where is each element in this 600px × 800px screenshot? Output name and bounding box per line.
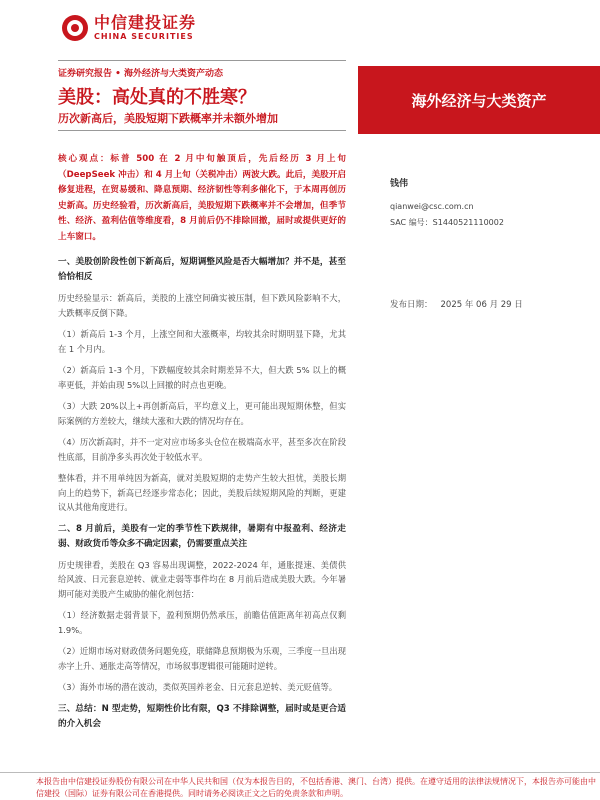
analyst-name: 钱伟 bbox=[390, 179, 409, 189]
company-logo bbox=[62, 10, 196, 46]
logo-cn-text: 中信建投证券 bbox=[94, 13, 197, 32]
analyst-email[interactable]: qianwei@csc.com.cn bbox=[390, 202, 474, 211]
core-view: 核心观点：标普 500 在 2 月中旬触顶后，先后经历 3 月上旬（DeepSeek 冲击）和 4 月上旬（关税冲击）两波大跌。此后，美股开启修复进程，在贸易缓和、降息预期、经济韧性等利多催化下，于本周再创历史新高。历史经验看，历次新高后，美股短期下跌概率并不会增加，但季节性、经济、盈利估值等维度看，8 月前后仍不排除回撤，届时或提供更好的上车窗口。 bbox=[58, 154, 346, 242]
title-divider bbox=[58, 130, 346, 131]
analyst-sac-number: SAC 编号：S1440521110002 bbox=[390, 218, 504, 227]
page-title: 美股：高处真的不胜寒？ bbox=[58, 87, 256, 108]
paragraph: （2）新高后 1-3 个月，下跌幅度较其余时期差异不大，但大跌 5% 以上的概率更低，并始由现 5%以上回撤的时点也更晚。 bbox=[58, 365, 346, 390]
logo-mark-icon bbox=[62, 15, 88, 41]
paragraph: 历史规律看，美股在 Q3 容易出现调整，2022-2024 年，通胀提速、美债供给风波、日元套息逆转、就业走弱等事件均在 8 月前后造成美股大跌。今年暑期可能对美股产生威胁的催化剂包括： bbox=[58, 559, 346, 599]
section-title: 二、8 月前后，美股有一定的季节性下跌规律，暑期有中报盈利、经济走弱、财政货币等众多不确定因素，仍需要重点关注 bbox=[58, 523, 346, 549]
section-title: 一、美股创阶段性创下新高后，短期调整风险是否大幅增加？并不是，甚至恰恰相反 bbox=[58, 257, 346, 282]
section-banner: 海外经济与大类资产 bbox=[358, 66, 600, 134]
paragraph: （3）大跌 20%以上+再创新高后，平均意义上，更可能出现短期休整，但实际案例的方差较大，继续大涨和大跌的情况均存在。 bbox=[58, 401, 346, 426]
analyst-info bbox=[390, 176, 590, 231]
section-title: 三、总结：N 型走势，短期性价比有限，Q3 不排除调整，届时或是更合适的介入机会 bbox=[58, 703, 346, 729]
publish-date bbox=[390, 298, 531, 310]
paragraph: （2）近期市场对财政债务问题免疫，联储降息预期极为乐观，三季度一旦出现赤字上升、通胀走高等情况，市场叙事逻辑很可能随时逆转。 bbox=[58, 646, 346, 671]
publish-date-label: 发布日期： bbox=[390, 300, 433, 310]
header-divider bbox=[58, 60, 346, 61]
paragraph: 历史经验显示：新高后，美股的上涨空间确实被压制，但下跌风险影响不大，大跌概率反倒下降。 bbox=[58, 293, 346, 318]
paragraph: （3）海外市场的潜在波动，类似英国养老金、日元套息逆转、美元贬值等。 bbox=[58, 682, 338, 692]
paragraph: （1）经济数据走弱背景下，盈利预期仍然承压，前瞻估值距离年初高点仅剩 1.9%。 bbox=[58, 610, 346, 635]
publish-date-value: 2025 年 06 月 29 日 bbox=[440, 300, 523, 310]
paragraph: （1）新高后 1-3 个月，上涨空间和大涨概率，均较其余时期明显下降，尤其在 1 个月内。 bbox=[58, 329, 346, 354]
footer-disclaimer: 本报告由中信建投证券股份有限公司在中华人民共和国（仅为本报告目的，不包括香港、澳门、台湾）提供。在遵守适用的法律法规情况下，本报告亦可能由中信建投（国际）证券有限公司在香港提供。同时请务必阅读正文之后的免责条款和声明。 bbox=[36, 777, 596, 798]
logo-en-text: CHINA SECURITIES bbox=[94, 32, 194, 41]
main-content bbox=[58, 152, 346, 738]
report-category: 证券研究报告 • 海外经济与大类资产动态 bbox=[58, 69, 224, 79]
page-subtitle: 历次新高后，美股短期下跌概率并未额外增加 bbox=[58, 112, 278, 125]
paragraph: （4）历次新高时，并不一定对应市场多头仓位在极端高水平，甚至多次在阶段性底部，目前净多头再次处于较低水平。 bbox=[58, 437, 346, 462]
footer-divider bbox=[0, 772, 600, 773]
paragraph: 整体看，并不用单纯因为新高，就对美股短期的走势产生较大担忧，美股长期向上的趋势下，新高已经逐步常态化；因此，美股后续短期风险的判断，更建议从其他角度进行。 bbox=[58, 473, 346, 512]
